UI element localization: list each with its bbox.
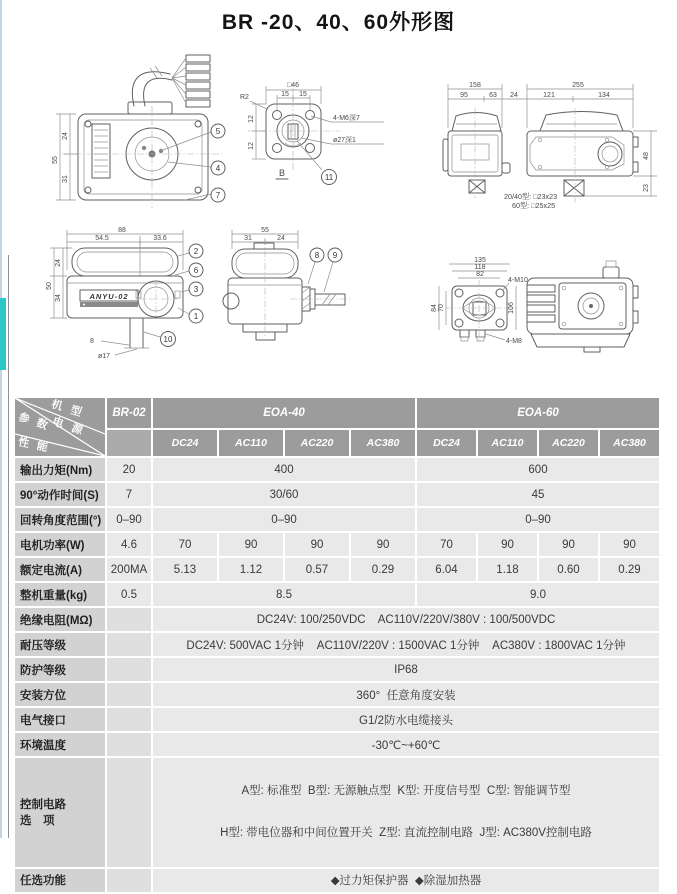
spec-value: 0–90 — [107, 508, 151, 531]
svg-text:84: 84 — [431, 304, 438, 312]
spec-value: 90 — [478, 533, 537, 556]
spec-value: 8.5 — [153, 583, 415, 606]
small-side-view-drawing — [46, 227, 203, 360]
corner-label-perf: 性能 — [16, 436, 57, 456]
callout-10 — [144, 332, 176, 347]
svg-text:23: 23 — [643, 184, 650, 192]
svg-text:12: 12 — [248, 142, 255, 150]
svg-text:12: 12 — [248, 115, 255, 123]
empty-cell — [107, 608, 151, 631]
row-label: 电气接口 — [15, 708, 105, 731]
spec-value: DC24V: 100/250VDC AC110V/220V/380V : 100/500VDC — [153, 608, 659, 631]
spec-value: 90 — [219, 533, 283, 556]
spec-value: 0–90 — [153, 508, 415, 531]
page-title: BR -20、40、60外形图 — [221, 11, 456, 34]
small-end-view-drawing — [223, 227, 352, 340]
row-label: 输出力矩(Nm) — [15, 458, 105, 481]
empty-cell — [107, 683, 151, 706]
svg-text:4-M8: 4-M8 — [506, 338, 522, 345]
spec-value: 200MA — [107, 558, 151, 581]
power-header: AC220 — [285, 430, 349, 456]
power-header: AC110 — [478, 430, 537, 456]
empty-cell — [107, 869, 151, 892]
spec-value: 600 — [417, 458, 659, 481]
spec-value: G1/2防水电缆接头 — [153, 708, 659, 731]
svg-text:70: 70 — [438, 304, 445, 312]
callout-11 — [297, 141, 337, 185]
empty-cell — [107, 658, 151, 681]
svg-text:106: 106 — [508, 302, 515, 314]
power-header: AC380 — [600, 430, 659, 456]
svg-text:7: 7 — [215, 191, 221, 200]
spec-value: 0.60 — [539, 558, 598, 581]
corner-label-param: 参数 — [16, 411, 57, 435]
callout-6 — [175, 263, 203, 277]
svg-text:82: 82 — [476, 271, 484, 278]
table-row — [15, 483, 659, 506]
row-label: 安装方位 — [15, 683, 105, 706]
row-label: 防护等级 — [15, 658, 105, 681]
spec-value: 1.18 — [478, 558, 537, 581]
cable — [132, 72, 170, 106]
shaft-note-2: 60型: □25x25 — [512, 201, 556, 210]
svg-text:134: 134 — [598, 92, 610, 99]
spec-value: 0.29 — [600, 558, 659, 581]
spec-value: 90 — [539, 533, 598, 556]
empty-cell — [107, 633, 151, 656]
spec-value: 30/60 — [153, 483, 415, 506]
svg-text:8: 8 — [90, 338, 94, 345]
model-header-eoa40: EOA-40 — [153, 398, 415, 428]
svg-text:55: 55 — [52, 156, 59, 164]
spec-value: 0–90 — [417, 508, 659, 531]
callout-8 — [308, 248, 324, 284]
svg-text:15: 15 — [299, 91, 307, 98]
corner-label-model: 机型 — [49, 398, 92, 422]
svg-text:5: 5 — [215, 127, 221, 136]
spec-value: 9.0 — [417, 583, 659, 606]
svg-text:135: 135 — [474, 257, 486, 264]
spec-value: 90 — [351, 533, 415, 556]
table-row — [15, 708, 659, 731]
table-row — [15, 633, 659, 656]
callout-3 — [181, 282, 203, 296]
row-label: 整机重量(kg) — [15, 583, 105, 606]
spec-value: 90 — [600, 533, 659, 556]
svg-text:6: 6 — [193, 266, 199, 275]
shaft-note-1: 20/40型: □23x23 — [504, 192, 558, 201]
spec-value: 20 — [107, 458, 151, 481]
table-row — [15, 608, 659, 631]
svg-text:□46: □46 — [286, 82, 300, 89]
spec-value: 70 — [417, 533, 476, 556]
front-view-drawing — [52, 55, 225, 208]
svg-text:34: 34 — [55, 294, 62, 302]
bottom-flange-drawing — [240, 82, 384, 185]
corner-label-power: 电源 — [50, 415, 93, 441]
row-label: 回转角度范围(°) — [15, 508, 105, 531]
svg-text:2: 2 — [193, 247, 199, 256]
svg-text:24: 24 — [55, 259, 62, 267]
spec-value: 90 — [285, 533, 349, 556]
spec-value: -30℃~+60℃ — [153, 733, 659, 756]
spec-value: A型: 标准型 B型: 无源触点型 K型: 开度信号型 C型: 智能调节型 H型: 带电位器和中间位置开关 Z型: 直流控制电路 J型: AC380V控制电路 — [153, 758, 659, 867]
svg-text:ø17: ø17 — [98, 353, 111, 360]
spec-value: ◆过力矩保护器 ◆除湿加热器 — [153, 869, 659, 892]
table-row — [15, 533, 659, 556]
svg-text:24: 24 — [62, 132, 69, 140]
svg-text:8: 8 — [314, 251, 320, 260]
svg-text:10: 10 — [163, 335, 173, 344]
spec-value: 45 — [417, 483, 659, 506]
svg-text:31: 31 — [244, 235, 252, 242]
row-label: 绝缘电阻(MΩ) — [15, 608, 105, 631]
row-label: 任选功能 — [15, 869, 105, 892]
svg-text:R2: R2 — [240, 94, 249, 101]
svg-text:55: 55 — [261, 227, 269, 234]
nameplate — [92, 124, 110, 178]
power-header: DC24 — [153, 430, 217, 456]
wiring-fan — [172, 58, 186, 103]
corner-header-cell — [15, 398, 105, 456]
svg-text:33.6: 33.6 — [153, 235, 167, 242]
table-row — [15, 683, 659, 706]
spec-value: 0.29 — [351, 558, 415, 581]
svg-text:54.5: 54.5 — [95, 235, 109, 242]
model-header-br: BR-02 — [107, 398, 151, 428]
callout-1 — [178, 308, 203, 323]
svg-text:9: 9 — [332, 251, 338, 260]
table-row — [15, 508, 659, 531]
empty-cell — [107, 708, 151, 731]
empty-cell — [107, 733, 151, 756]
callout-4 — [168, 161, 225, 175]
large-side-views-drawing — [443, 82, 657, 210]
table-row — [15, 733, 659, 756]
table-row — [15, 558, 659, 581]
spec-value: 70 — [153, 533, 217, 556]
spec-value: 5.13 — [153, 558, 217, 581]
svg-text:1: 1 — [193, 312, 199, 321]
row-label: 90°动作时间(S) — [15, 483, 105, 506]
svg-text:88: 88 — [118, 227, 126, 234]
row-label: 控制电路 选 项 — [15, 758, 105, 867]
spec-value: 0.57 — [285, 558, 349, 581]
svg-text:3: 3 — [193, 285, 199, 294]
callout-2 — [178, 244, 203, 258]
model-header-eoa60: EOA-60 — [417, 398, 659, 428]
svg-text:158: 158 — [469, 82, 481, 89]
row-label: 电机功率(W) — [15, 533, 105, 556]
svg-text:95: 95 — [460, 92, 468, 99]
spec-value: 4.6 — [107, 533, 151, 556]
svg-text:63: 63 — [489, 92, 497, 99]
table-row — [15, 658, 659, 681]
power-header: AC220 — [539, 430, 598, 456]
spec-value: 7 — [107, 483, 151, 506]
svg-text:50: 50 — [46, 282, 53, 290]
power-header: AC380 — [351, 430, 415, 456]
svg-text:24: 24 — [510, 92, 518, 99]
spec-value: 400 — [153, 458, 415, 481]
svg-text:11: 11 — [324, 173, 334, 182]
power-header: AC110 — [219, 430, 283, 456]
header-empty-cell — [107, 430, 151, 456]
svg-text:255: 255 — [572, 82, 584, 89]
view-label-b: B — [279, 168, 286, 178]
callout-9 — [324, 248, 342, 292]
table-row — [15, 458, 659, 481]
svg-text:121: 121 — [543, 92, 555, 99]
spec-value: 360° 任意角度安装 — [153, 683, 659, 706]
row-label: 环境温度 — [15, 733, 105, 756]
spec-table — [13, 396, 661, 894]
outline-drawings — [0, 48, 677, 393]
spec-value: IP68 — [153, 658, 659, 681]
empty-cell — [107, 758, 151, 867]
spec-value: DC24V: 500VAC 1分钟 AC110V/220V : 1500VAC 1分钟 AC380V : 1800VAC 1分钟 — [153, 633, 659, 656]
svg-text:4-M6深7: 4-M6深7 — [333, 115, 360, 122]
actuator-body — [78, 114, 208, 200]
table-row — [15, 583, 659, 606]
svg-text:24: 24 — [277, 235, 285, 242]
spec-value: 1.12 — [219, 558, 283, 581]
brand-label: ANYU-02 — [89, 292, 129, 301]
svg-text:15: 15 — [281, 91, 289, 98]
row-label: 额定电流(A) — [15, 558, 105, 581]
svg-text:4-M10: 4-M10 — [508, 277, 528, 284]
cable-gland — [128, 102, 172, 114]
svg-text:31: 31 — [62, 175, 69, 183]
svg-text:ø27深1: ø27深1 — [333, 137, 356, 144]
svg-text:48: 48 — [643, 152, 650, 160]
table-row — [15, 758, 659, 867]
spec-value: 0.5 — [107, 583, 151, 606]
power-header: DC24 — [417, 430, 476, 456]
large-flange-top-view-drawing — [431, 257, 638, 352]
spec-value: 6.04 — [417, 558, 476, 581]
row-label: 耐压等级 — [15, 633, 105, 656]
table-row — [15, 869, 659, 892]
svg-text:4: 4 — [215, 164, 221, 173]
svg-text:118: 118 — [474, 264, 486, 271]
